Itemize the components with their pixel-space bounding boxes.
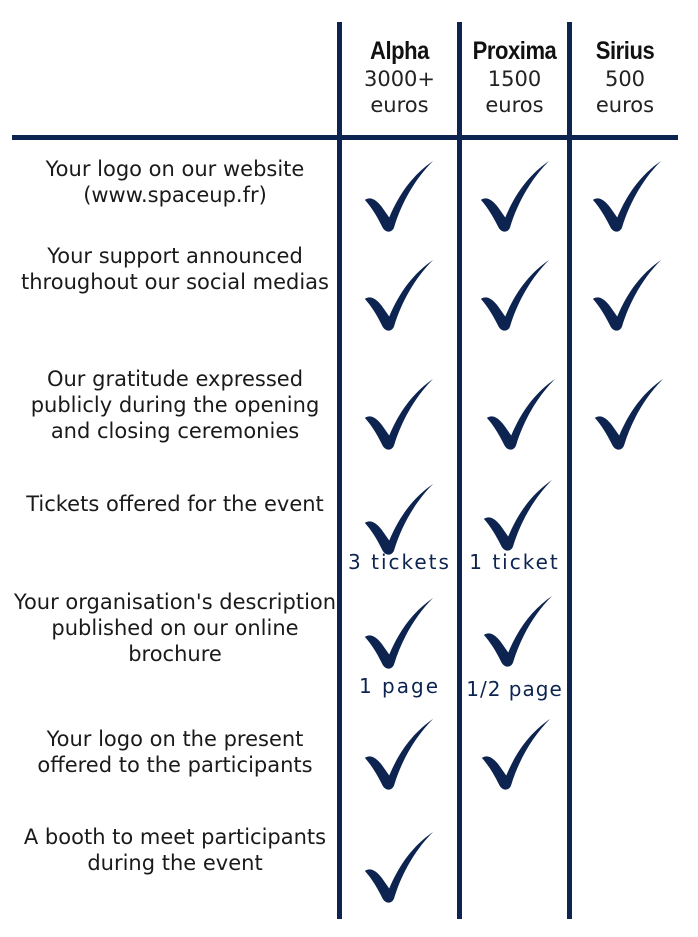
- checkmark-icon: [481, 375, 559, 453]
- header-divider: [12, 135, 678, 140]
- tier-price: 500: [604, 67, 646, 91]
- checkmark-icon: [359, 715, 437, 793]
- tier-price: 3000+: [363, 67, 436, 91]
- alpha-brochure-note: 1 page: [358, 674, 441, 698]
- checkmark-icon: [587, 256, 665, 334]
- checkmark-icon: [475, 256, 553, 334]
- checkmark-icon: [478, 592, 556, 670]
- checkmark-icon: [359, 594, 437, 672]
- tier-name: Alpha: [370, 37, 429, 65]
- checkmark-icon: [359, 375, 437, 453]
- checkmark-icon: [475, 157, 553, 235]
- checkmark-icon: [589, 375, 667, 453]
- proxima-tickets-note: 1 ticket: [469, 550, 560, 574]
- checkmark-icon: [476, 715, 554, 793]
- checkmark-icon: [587, 157, 665, 235]
- column-divider-2: [457, 22, 462, 919]
- benefit-tickets: Tickets offered for the event: [26, 492, 324, 516]
- tier-alpha-header: [342, 36, 457, 118]
- checkmark-icon: [359, 480, 437, 558]
- tier-name: Sirius: [595, 37, 655, 65]
- benefit-booth: A booth to meet participants during the event: [23, 825, 327, 875]
- benefit-public-gratitude: Our gratitude expressed publicly during the opening and closing ceremonies: [30, 367, 320, 443]
- benefit-brochure: Your organisation's description published on our online brochure: [13, 590, 337, 666]
- checkmark-icon: [359, 157, 437, 235]
- benefit-social-support: Your support announced throughout our social medias: [21, 244, 329, 294]
- proxima-brochure-note: 1/2 page: [466, 677, 563, 701]
- column-divider-3: [567, 22, 572, 919]
- tier-unit: euros: [370, 93, 429, 117]
- alpha-tickets-note: 3 tickets: [348, 550, 451, 574]
- tier-unit: euros: [595, 93, 655, 117]
- benefit-logo-present: Your logo on the present offered to the participants: [37, 727, 313, 777]
- tier-name: Proxima: [472, 37, 557, 65]
- checkmark-icon: [359, 256, 437, 334]
- benefit-logo-website: Your logo on our website (www.spaceup.fr): [45, 157, 305, 207]
- checkmark-icon: [359, 828, 437, 906]
- tier-price: 1500: [487, 67, 542, 91]
- tier-proxima-header: [462, 36, 567, 118]
- tier-unit: euros: [485, 93, 544, 117]
- tier-sirius-header: [572, 36, 678, 118]
- checkmark-icon: [478, 476, 556, 554]
